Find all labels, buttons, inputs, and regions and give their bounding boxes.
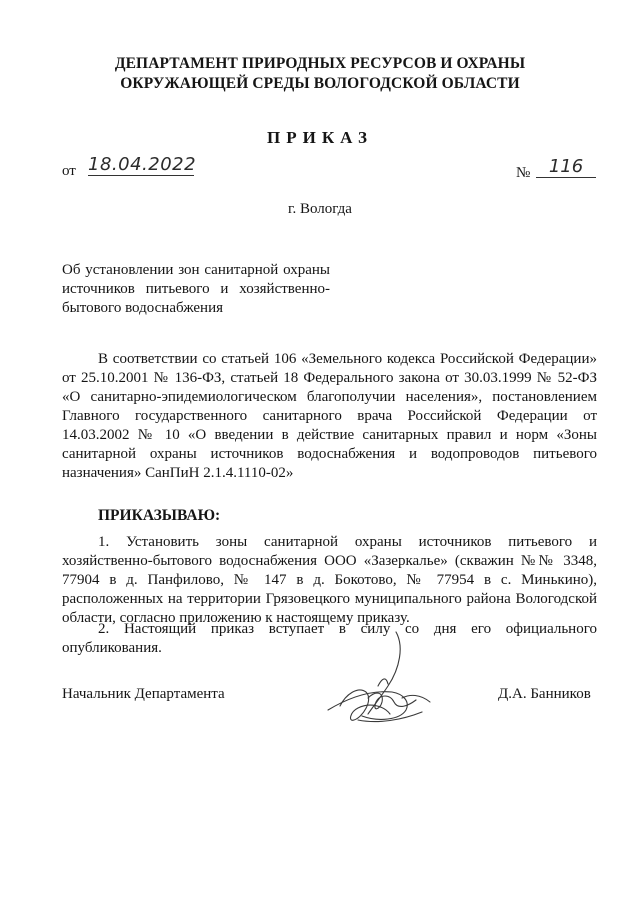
number-handwritten: 116 xyxy=(536,156,596,178)
preamble-paragraph: В соответствии со статьей 106 «Земельного кодекса Российской Федерации» от 25.10.2001 № 136-ФЗ, статьей 18 Федерального закона от 30.03.1999 № 52-ФЗ «О санитарно-эпидемиологическом благополучии населения», постановлением Главного государственного санитарного врача Российской Федерации от 14.03.2002 № 10 «О введении в действие санитарных правил и норм «Зоны санитарной охраны источников водоснабжения и водопроводов питьевого назначения» СанПиН 2.1.4.1110-02» xyxy=(62,351,597,481)
order-subject: Об установлении зон санитарной охраны источников питьевого и хозяйственно-бытового водоснабжения xyxy=(62,262,330,316)
signatory-title: Начальник Департамента xyxy=(62,686,225,702)
date-handwritten: 18.04.2022 xyxy=(88,154,197,175)
order-item-2: 2. Настоящий приказ вступает в силу со дня его официального опубликования. xyxy=(62,621,597,656)
order-item-1: 1. Установить зоны санитарной охраны источников питьевого и хозяйственно-бытового водоснабжения ООО «Зазеркалье» (скважин №№ 3348, 77904 в д. Панфилово, № 147 в д. Бокотово, № 77954 в с. Минькино), расположенных на территории Грязовецкого муниципального района Вологодской области, согласно приложению к настоящему приказу. xyxy=(62,534,597,626)
signatory-name: Д.А. Банников xyxy=(498,686,591,702)
department-header xyxy=(0,54,640,94)
document-type-title: ПРИКАЗ xyxy=(267,128,373,147)
number-label: № xyxy=(516,165,531,181)
date-label: от xyxy=(62,163,76,179)
department-header-line2: ОКРУЖАЮЩЕЙ СРЕДЫ ВОЛОГОДСКОЙ ОБЛАСТИ xyxy=(120,75,520,92)
handwritten-signature xyxy=(318,628,438,738)
city-line: г. Вологда xyxy=(288,201,352,217)
department-header-line1: ДЕПАРТАМЕНТ ПРИРОДНЫХ РЕСУРСОВ И ОХРАНЫ xyxy=(114,55,526,72)
order-heading: ПРИКАЗЫВАЮ: xyxy=(98,507,221,524)
